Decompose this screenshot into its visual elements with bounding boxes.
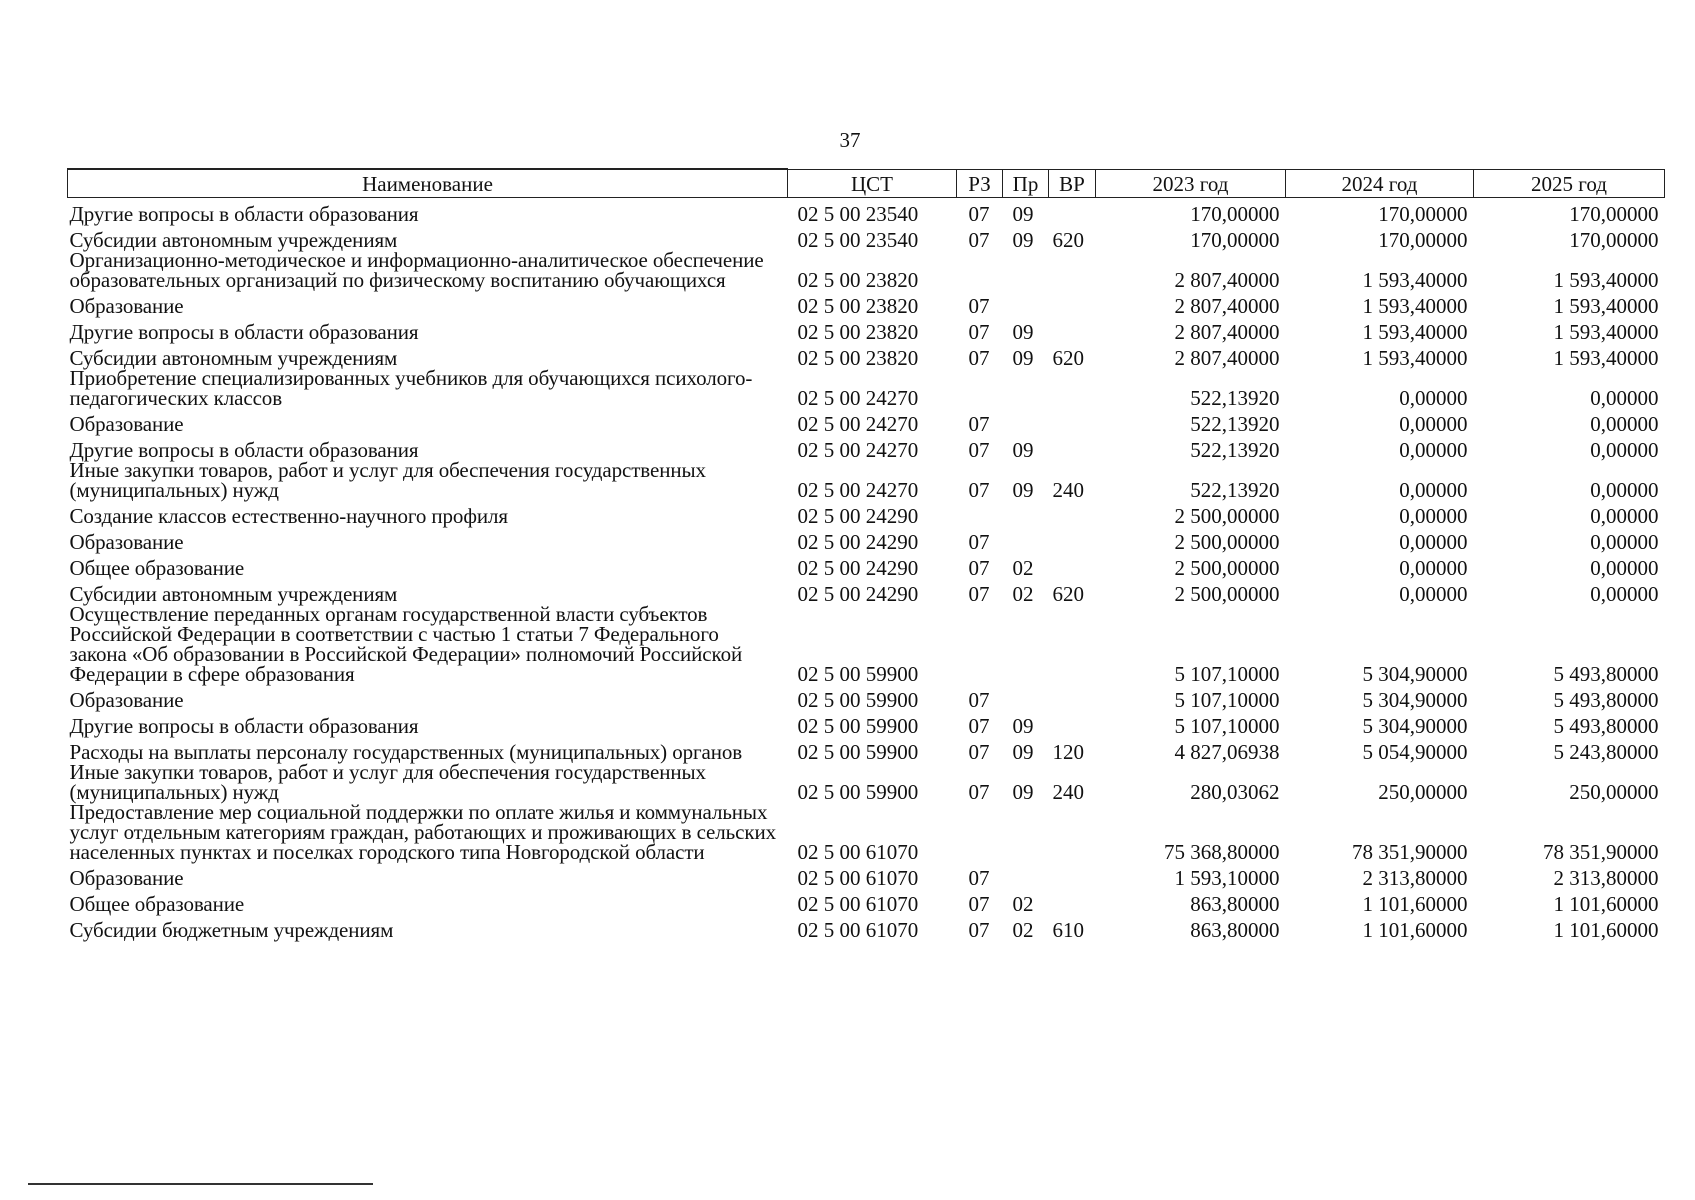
row-vr: 620 <box>1052 228 1084 252</box>
row-rz: 07 <box>968 438 990 462</box>
row-cst: 02 5 00 24290 <box>797 504 919 528</box>
row-cst: 02 5 00 24270 <box>797 438 919 462</box>
table-row <box>68 198 1665 225</box>
table-row <box>68 736 1665 762</box>
row-cst: 02 5 00 61070 <box>797 840 919 864</box>
row-cst: 02 5 00 61070 <box>797 866 919 890</box>
row-rz <box>957 802 1003 862</box>
row-cst: 02 5 00 23540 <box>797 202 919 226</box>
row-pr: 09 <box>1012 228 1034 252</box>
row-2023: 2 807,40000 <box>1174 346 1280 370</box>
row-2025: 1 593,40000 <box>1553 294 1659 318</box>
row-pr: 02 <box>1012 582 1034 606</box>
row-name: Создание классов естественно-научного профиля <box>69 504 508 528</box>
row-2023: 75 368,80000 <box>1164 840 1280 864</box>
row-2023: 5 107,10000 <box>1174 688 1280 712</box>
row-2023: 522,13920 <box>1190 412 1280 436</box>
row-vr: 610 <box>1052 918 1084 942</box>
row-rz: 07 <box>968 714 990 738</box>
row-rz: 07 <box>968 582 990 606</box>
row-name: Приобретение специализированных учебников для обучающихся психолого-педагогических классов <box>69 366 753 410</box>
row-2024: 1 593,40000 <box>1362 294 1468 318</box>
row-rz <box>957 368 1003 408</box>
row-pr <box>1003 684 1049 710</box>
row-2024: 170,00000 <box>1378 202 1468 226</box>
header-cst: ЦСТ <box>788 169 957 198</box>
header-name: Наименование <box>68 169 788 198</box>
table-row <box>68 408 1665 434</box>
row-2023: 1 593,10000 <box>1174 866 1280 890</box>
row-vr <box>1049 526 1096 552</box>
row-2025: 1 593,40000 <box>1553 268 1659 292</box>
table-row <box>68 368 1665 408</box>
row-2025: 0,00000 <box>1590 478 1659 502</box>
table-row <box>68 888 1665 914</box>
row-2023: 2 500,00000 <box>1174 582 1280 606</box>
row-2023: 5 107,10000 <box>1174 662 1280 686</box>
row-2023: 2 807,40000 <box>1174 320 1280 344</box>
page-number: 37 <box>839 128 861 152</box>
row-rz <box>957 604 1003 684</box>
row-cst: 02 5 00 24290 <box>797 556 919 580</box>
row-2023: 2 500,00000 <box>1174 504 1280 528</box>
table-row <box>68 342 1665 368</box>
row-pr: 09 <box>1012 714 1034 738</box>
table-row <box>68 434 1665 460</box>
row-pr <box>1003 368 1049 408</box>
row-rz <box>957 500 1003 526</box>
row-name: Другие вопросы в области образования <box>69 202 419 226</box>
row-2024: 1 101,60000 <box>1362 892 1468 916</box>
row-vr: 620 <box>1052 582 1084 606</box>
header-vr: ВР <box>1049 169 1096 198</box>
row-cst: 02 5 00 24290 <box>797 530 919 554</box>
row-rz: 07 <box>968 320 990 344</box>
row-2025: 1 101,60000 <box>1553 892 1659 916</box>
row-name: Субсидии автономным учреждениям <box>69 346 398 370</box>
row-pr: 09 <box>1012 320 1034 344</box>
row-2023: 522,13920 <box>1190 386 1280 410</box>
row-name: Другие вопросы в области образования <box>69 320 419 344</box>
row-rz: 07 <box>968 866 990 890</box>
table-row <box>68 578 1665 604</box>
row-rz: 07 <box>968 530 990 554</box>
row-rz: 07 <box>968 918 990 942</box>
row-pr: 09 <box>1012 740 1034 764</box>
row-2024: 1 593,40000 <box>1362 268 1468 292</box>
row-cst: 02 5 00 61070 <box>797 918 919 942</box>
row-pr <box>1003 526 1049 552</box>
row-2024: 5 304,90000 <box>1362 714 1468 738</box>
row-2025: 2 313,80000 <box>1553 866 1659 890</box>
row-2023: 522,13920 <box>1190 438 1280 462</box>
row-2024: 0,00000 <box>1399 556 1468 580</box>
table-row <box>68 316 1665 342</box>
row-2024: 78 351,90000 <box>1352 840 1468 864</box>
budget-table <box>67 168 1665 940</box>
row-pr: 09 <box>1012 438 1034 462</box>
row-vr <box>1049 500 1096 526</box>
row-cst: 02 5 00 23540 <box>797 228 919 252</box>
row-cst: 02 5 00 24290 <box>797 582 919 606</box>
row-vr <box>1049 552 1096 578</box>
row-cst: 02 5 00 59900 <box>797 740 919 764</box>
row-rz: 07 <box>968 228 990 252</box>
row-2024: 0,00000 <box>1399 530 1468 554</box>
row-2025: 0,00000 <box>1590 556 1659 580</box>
row-name: Иные закупки товаров, работ и услуг для обеспечения государственных (муниципальных) нужд <box>69 458 706 502</box>
row-pr <box>1003 862 1049 888</box>
table-row <box>68 604 1665 684</box>
header-2025: 2025 год <box>1474 169 1665 198</box>
row-pr: 09 <box>1012 780 1034 804</box>
row-vr <box>1049 862 1096 888</box>
row-pr <box>1003 802 1049 862</box>
table-body <box>68 198 1665 941</box>
row-pr: 09 <box>1012 346 1034 370</box>
row-cst: 02 5 00 23820 <box>797 320 919 344</box>
row-vr <box>1049 604 1096 684</box>
row-2025: 0,00000 <box>1590 386 1659 410</box>
row-name: Общее образование <box>69 892 245 916</box>
table-row <box>68 526 1665 552</box>
row-pr <box>1003 290 1049 316</box>
row-2023: 863,80000 <box>1190 892 1280 916</box>
row-2025: 5 493,80000 <box>1553 662 1659 686</box>
header-pr: Пр <box>1003 169 1049 198</box>
row-name: Осуществление переданных органам государственной власти субъектов Российской Федерации в соответствии с частью 1 статьи 7 Федерального закона «Об образовании в Российской Федерации» полномочий Российской Федерации в сфере образования <box>69 602 743 686</box>
row-cst: 02 5 00 24270 <box>797 412 919 436</box>
row-2025: 1 593,40000 <box>1553 346 1659 370</box>
row-cst: 02 5 00 24270 <box>797 386 919 410</box>
row-vr: 240 <box>1052 478 1084 502</box>
row-2025: 1 593,40000 <box>1553 320 1659 344</box>
row-name: Расходы на выплаты персоналу государственных (муниципальных) органов <box>69 740 743 764</box>
row-cst: 02 5 00 59900 <box>797 662 919 686</box>
row-2023: 522,13920 <box>1190 478 1280 502</box>
row-name: Субсидии автономным учреждениям <box>69 582 398 606</box>
table-row <box>68 250 1665 290</box>
row-2024: 0,00000 <box>1399 582 1468 606</box>
table-row <box>68 762 1665 802</box>
table-row <box>68 290 1665 316</box>
table-row <box>68 552 1665 578</box>
row-pr <box>1003 604 1049 684</box>
header-rz: РЗ <box>957 169 1003 198</box>
row-pr: 02 <box>1012 892 1034 916</box>
row-vr: 120 <box>1052 740 1084 764</box>
row-name: Образование <box>69 688 184 712</box>
row-cst: 02 5 00 59900 <box>797 780 919 804</box>
row-2023: 4 827,06938 <box>1174 740 1280 764</box>
row-2025: 170,00000 <box>1569 228 1659 252</box>
row-vr <box>1049 434 1096 460</box>
header-2024: 2024 год <box>1286 169 1474 198</box>
row-vr <box>1049 408 1096 434</box>
row-name: Иные закупки товаров, работ и услуг для обеспечения государственных (муниципальных) нужд <box>69 760 706 804</box>
row-2024: 0,00000 <box>1399 504 1468 528</box>
row-pr: 09 <box>1012 478 1034 502</box>
row-vr: 240 <box>1052 780 1084 804</box>
row-name: Образование <box>69 294 184 318</box>
row-rz: 07 <box>968 780 990 804</box>
row-2025: 0,00000 <box>1590 412 1659 436</box>
row-vr <box>1049 368 1096 408</box>
row-2024: 250,00000 <box>1378 780 1468 804</box>
row-2023: 280,03062 <box>1190 780 1280 804</box>
row-cst: 02 5 00 61070 <box>797 892 919 916</box>
row-2023: 2 500,00000 <box>1174 556 1280 580</box>
row-rz: 07 <box>968 202 990 226</box>
row-2023: 2 807,40000 <box>1174 294 1280 318</box>
row-vr <box>1049 684 1096 710</box>
row-rz: 07 <box>968 556 990 580</box>
row-vr <box>1049 710 1096 736</box>
row-2024: 2 313,80000 <box>1362 866 1468 890</box>
row-2025: 78 351,90000 <box>1543 840 1659 864</box>
row-2025: 0,00000 <box>1590 504 1659 528</box>
row-2025: 0,00000 <box>1590 582 1659 606</box>
row-pr: 09 <box>1012 202 1034 226</box>
row-name: Субсидии бюджетным учреждениям <box>69 918 394 942</box>
table-row <box>68 460 1665 500</box>
row-2025: 5 493,80000 <box>1553 714 1659 738</box>
row-vr <box>1049 198 1096 225</box>
row-name: Другие вопросы в области образования <box>69 714 419 738</box>
row-2023: 863,80000 <box>1190 918 1280 942</box>
row-rz: 07 <box>968 294 990 318</box>
row-2025: 170,00000 <box>1569 202 1659 226</box>
row-name: Образование <box>69 866 184 890</box>
row-cst: 02 5 00 23820 <box>797 346 919 370</box>
row-name: Организационно-методическое и информационно-аналитическое обеспечение образовательных организаций по физическому воспитанию обучающихся <box>69 248 764 292</box>
table-header-row <box>68 169 1665 198</box>
row-2024: 1 593,40000 <box>1362 320 1468 344</box>
row-2024: 5 054,90000 <box>1362 740 1468 764</box>
row-2024: 0,00000 <box>1399 412 1468 436</box>
row-2023: 170,00000 <box>1190 228 1280 252</box>
row-rz: 07 <box>968 892 990 916</box>
footer-rule <box>28 1183 373 1185</box>
row-2025: 250,00000 <box>1569 780 1659 804</box>
row-2025: 0,00000 <box>1590 438 1659 462</box>
table-row <box>68 914 1665 940</box>
row-name: Субсидии автономным учреждениям <box>69 228 398 252</box>
row-name: Образование <box>69 530 184 554</box>
row-name: Общее образование <box>69 556 245 580</box>
row-rz: 07 <box>968 478 990 502</box>
row-cst: 02 5 00 23820 <box>797 268 919 292</box>
row-2024: 0,00000 <box>1399 478 1468 502</box>
row-rz: 07 <box>968 346 990 370</box>
header-2023: 2023 год <box>1096 169 1286 198</box>
row-2025: 0,00000 <box>1590 530 1659 554</box>
table-row <box>68 862 1665 888</box>
row-pr <box>1003 408 1049 434</box>
row-vr <box>1049 802 1096 862</box>
row-vr <box>1049 888 1096 914</box>
row-vr <box>1049 316 1096 342</box>
row-2024: 5 304,90000 <box>1362 662 1468 686</box>
row-rz: 07 <box>968 740 990 764</box>
row-2023: 2 500,00000 <box>1174 530 1280 554</box>
row-rz <box>957 250 1003 290</box>
row-vr <box>1049 250 1096 290</box>
row-2023: 5 107,10000 <box>1174 714 1280 738</box>
row-2024: 5 304,90000 <box>1362 688 1468 712</box>
table-row <box>68 802 1665 862</box>
row-pr: 02 <box>1012 556 1034 580</box>
row-pr <box>1003 500 1049 526</box>
row-cst: 02 5 00 23820 <box>797 294 919 318</box>
row-2023: 170,00000 <box>1190 202 1280 226</box>
row-pr <box>1003 250 1049 290</box>
row-2024: 170,00000 <box>1378 228 1468 252</box>
row-rz: 07 <box>968 688 990 712</box>
row-2024: 1 593,40000 <box>1362 346 1468 370</box>
table-row <box>68 500 1665 526</box>
row-name: Предоставление мер социальной поддержки по оплате жилья и коммунальных услуг отдельным категориям граждан, работающих и проживающих в сельских населенных пунктах и поселках городского типа Новгородской области <box>69 800 776 864</box>
row-cst: 02 5 00 24270 <box>797 478 919 502</box>
row-name: Другие вопросы в области образования <box>69 438 419 462</box>
table-row <box>68 684 1665 710</box>
table-row <box>68 224 1665 250</box>
row-pr: 02 <box>1012 918 1034 942</box>
row-2023: 2 807,40000 <box>1174 268 1280 292</box>
row-vr: 620 <box>1052 346 1084 370</box>
row-cst: 02 5 00 59900 <box>797 688 919 712</box>
row-rz: 07 <box>968 412 990 436</box>
row-2025: 1 101,60000 <box>1553 918 1659 942</box>
row-2024: 0,00000 <box>1399 438 1468 462</box>
table-row <box>68 710 1665 736</box>
row-cst: 02 5 00 59900 <box>797 714 919 738</box>
row-vr <box>1049 290 1096 316</box>
row-name: Образование <box>69 412 184 436</box>
row-2025: 5 243,80000 <box>1553 740 1659 764</box>
row-2024: 0,00000 <box>1399 386 1468 410</box>
row-2025: 5 493,80000 <box>1553 688 1659 712</box>
row-2024: 1 101,60000 <box>1362 918 1468 942</box>
